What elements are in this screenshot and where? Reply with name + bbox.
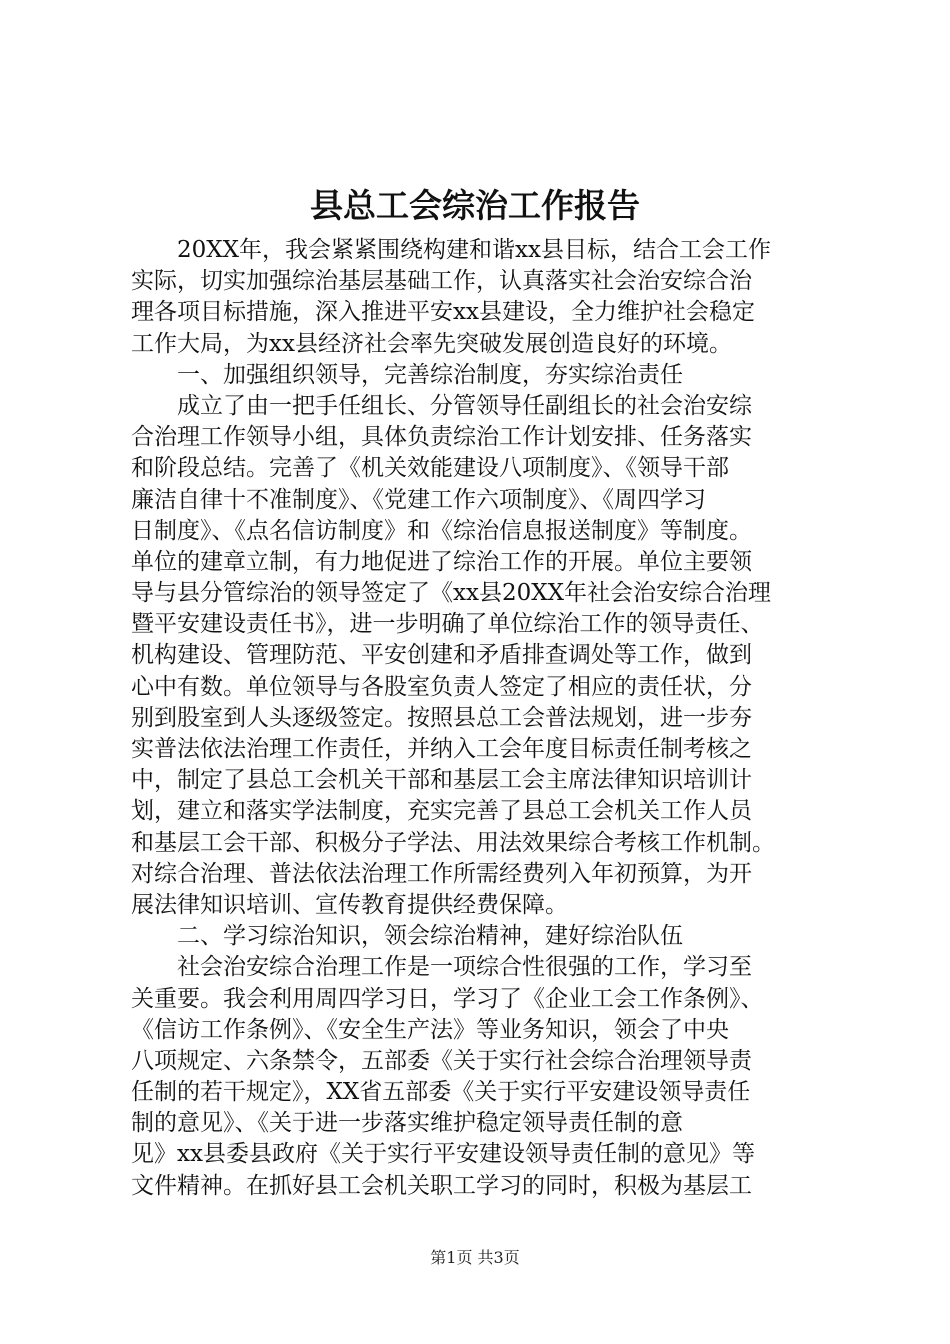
text-line: 《信访工作条例》、《安全生产法》等业务知识，领会了中央 <box>131 1016 729 1043</box>
text-line: 对综合治理、普法依法治理工作所需经费列入年初预算，为开 <box>131 860 752 887</box>
text-line: 和基层工会干部、积极分子学法、用法效果综合考核工作机制。 <box>131 829 775 856</box>
text-line: 社会治安综合治理工作是一项综合性很强的工作，学习至 <box>131 954 752 981</box>
text-line: 中，制定了县总工会机关干部和基层工会主席法律知识培训计 <box>131 767 752 794</box>
text-line: 实际，切实加强综治基层基础工作，认真落实社会治安综合治 <box>131 268 752 295</box>
text-line: 实普法依法治理工作责任，并纳入工会年度目标责任制考核之 <box>131 736 752 762</box>
text-line: 一、加强组织领导，完善综治制度，夯实综治责任 <box>131 361 683 388</box>
text-line: 导与县分管综治的领导签定了《xx县20XX年社会治安综合治理 <box>131 580 771 607</box>
text-line: 日制度》、《点名信访制度》和《综治信息报送制度》等制度。 <box>131 517 752 544</box>
document-body <box>131 235 831 1202</box>
page-footer: 第1页 共3页 <box>430 1248 520 1267</box>
text-line: 关重要。我会利用周四学习日，学习了《企业工会工作条例》、 <box>131 985 764 1012</box>
text-line: 机构建设、管理防范、平安创建和矛盾排查调处等工作，做到 <box>131 642 752 669</box>
text-line: 廉洁自律十不准制度》、《党建工作六项制度》、《周四学习 <box>131 486 706 513</box>
text-line: 展法律知识培训、宣传教育提供经费保障。 <box>131 891 568 918</box>
text-line: 任制的若干规定》，XX省五部委《关于实行平安建设领导责任 <box>131 1079 751 1106</box>
text-line: 工作大局，为xx县经济社会率先突破发展创造良好的环境。 <box>131 330 732 357</box>
text-line: 心中有数。单位领导与各股室负责人签定了相应的责任状，分 <box>131 673 752 700</box>
text-line: 制的意见》、《关于进一步落实维护稳定领导责任制的意 <box>131 1110 683 1137</box>
text-line: 成立了由一把手任组长、分管领导任副组长的社会治安综 <box>131 392 752 419</box>
text-line: 理各项目标措施，深入推进平安xx县建设，全力维护社会稳定 <box>131 299 755 326</box>
text-line: 文件精神。在抓好县工会机关职工学习的同时，积极为基层工 <box>131 1172 752 1199</box>
text-line: 和阶段总结。完善了《机关效能建设八项制度》、《领导干部 <box>131 455 729 482</box>
text-line: 划，建立和落实学法制度，充实完善了县总工会机关工作人员 <box>131 798 752 825</box>
text-line: 合治理工作领导小组，具体负责综治工作计划安排、任务落实 <box>131 424 752 451</box>
text-line: 单位的建章立制，有力地促进了综治工作的开展。单位主要领 <box>131 548 752 575</box>
document-title: 县总工会综治工作报告 <box>310 186 640 225</box>
text-line: 八项规定、六条禁令，五部委《关于实行社会综合治理领导责 <box>131 1047 752 1074</box>
text-line: 别到股室到人头逐级签定。按照县总工会普法规划，进一步夯 <box>131 704 752 731</box>
text-line: 20XX年，我会紧紧围绕构建和谐xx县目标，结合工会工作 <box>131 237 771 263</box>
text-line: 二、学习综治知识，领会综治精神，建好综治队伍 <box>131 923 683 950</box>
text-line: 见》xx县委县政府《关于实行平安建设领导责任制的意见》等 <box>131 1141 755 1168</box>
text-line: 暨平安建设责任书》，进一步明确了单位综治工作的领导责任、 <box>131 611 764 638</box>
